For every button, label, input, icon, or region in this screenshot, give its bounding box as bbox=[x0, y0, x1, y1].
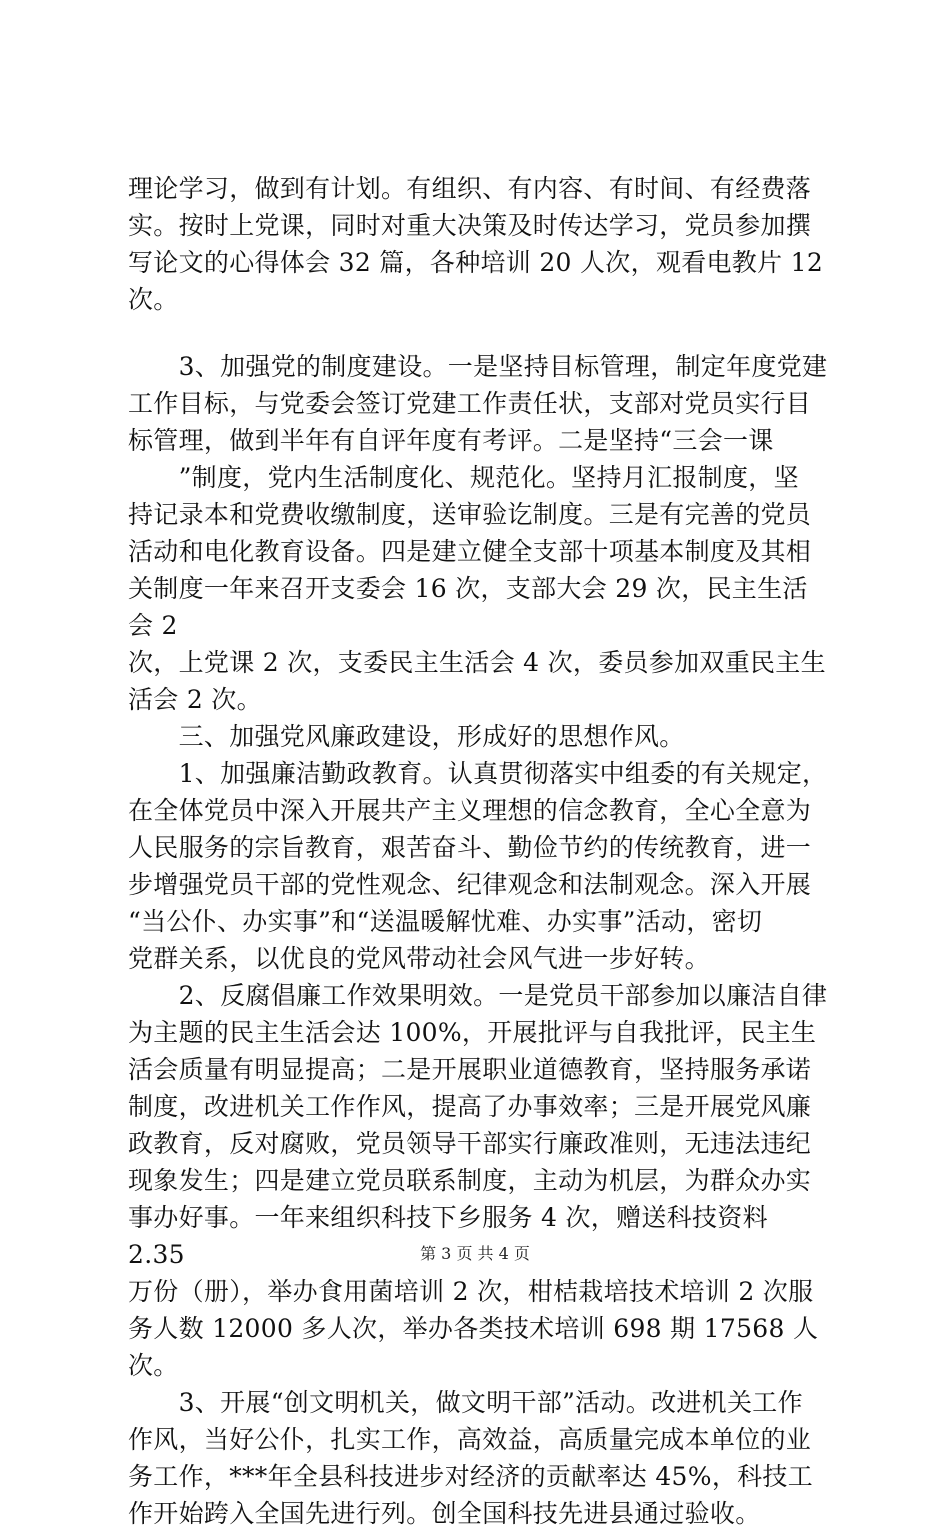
text-line: 务工作，***年全县科技进步对经济的贡献率达 45%，科技工 bbox=[128, 1462, 814, 1491]
text-line: 实。按时上党课，同时对重大决策及时传达学习，党员参加撰 bbox=[128, 211, 812, 240]
text-line: 党群关系，以优良的党风带动社会风气进一步好转。 bbox=[128, 944, 710, 973]
text-line: 作开始跨入全国先进行列。创全国科技先进县通过验收。 bbox=[128, 1499, 761, 1528]
text-line: 理论学习，做到有计划。有组织、有内容、有时间、有经费落 bbox=[128, 174, 812, 203]
text-line: 为主题的民主生活会达 100%，开展批评与自我批评，民主生 bbox=[128, 1018, 817, 1047]
text-line: 3、加强党的制度建设。一是坚持目标管理，制定年度党建 bbox=[128, 352, 828, 381]
text-line: 事办好事。一年来组织科技下乡服务 4 次，赠送科技资料 2.35 bbox=[128, 1203, 768, 1269]
document-body bbox=[128, 170, 828, 1532]
section-heading: 三、加强党风廉政建设，形成好的思想作风。 bbox=[128, 722, 685, 751]
text-line: 标管理，做到半年有自评年度有考评。二是坚持“三会一课 bbox=[128, 426, 774, 455]
text-line: 关制度一年来召开支委会 16 次，支部大会 29 次，民主生活会 2 bbox=[128, 574, 808, 640]
text-line: 万份（册），举办食用菌培训 2 次，柑桔栽培技术培训 2 次服 bbox=[128, 1277, 814, 1306]
text-line: 务人数 12000 多人次，举办各类技术培训 698 期 17568 人次。 bbox=[128, 1314, 819, 1380]
text-line: 制度，改进机关工作作风，提高了办事效率；三是开展党风廉 bbox=[128, 1092, 812, 1121]
text-line: 3、开展“创文明机关，做文明干部”活动。改进机关工作 bbox=[128, 1388, 803, 1417]
text-line: 持记录本和党费收缴制度，送审验讫制度。三是有完善的党员 bbox=[128, 500, 812, 529]
text-line: 作风，当好公仆，扎实工作，高效益，高质量完成本单位的业 bbox=[128, 1425, 812, 1454]
text-line: 人民服务的宗旨教育，艰苦奋斗、勤俭节约的传统教育，进一 bbox=[128, 833, 812, 862]
text-line: 政教育，反对腐败，党员领导干部实行廉政准则，无违法违纪 bbox=[128, 1129, 812, 1158]
text-line: 活动和电化教育设备。四是建立健全支部十项基本制度及其相 bbox=[128, 537, 812, 566]
page-number-footer: 第 3 页 共 4 页 bbox=[420, 1244, 530, 1263]
text-line: 步增强党员干部的党性观念、纪律观念和法制观念。深入开展 bbox=[128, 870, 812, 899]
text-line: ”制度，党内生活制度化、规范化。坚持月汇报制度，坚 bbox=[128, 463, 799, 492]
text-line: 次，上党课 2 次，支委民主生活会 4 次，委员参加双重民主生 bbox=[128, 648, 826, 677]
text-line: 现象发生；四是建立党员联系制度，主动为机层，为群众办实 bbox=[128, 1166, 812, 1195]
text-line: 写论文的心得体会 32 篇，各种培训 20 人次，观看电教片 12 次。 bbox=[128, 248, 824, 314]
text-line: “当公仆、办实事”和“送温暖解忧难、办实事”活动，密切 bbox=[128, 907, 763, 936]
text-line: 活会 2 次。 bbox=[128, 685, 262, 714]
text-line: 工作目标，与党委会签订党建工作责任状，支部对党员实行目 bbox=[128, 389, 812, 418]
text-line: 活会质量有明显提高；二是开展职业道德教育，坚持服务承诺 bbox=[128, 1055, 812, 1084]
text-line: 1、加强廉洁勤政教育。认真贯彻落实中组委的有关规定， bbox=[128, 759, 828, 788]
text-line: 2、反腐倡廉工作效果明效。一是党员干部参加以廉洁自律 bbox=[128, 981, 828, 1010]
text-line: 在全体党员中深入开展共产主义理想的信念教育，全心全意为 bbox=[128, 796, 812, 825]
